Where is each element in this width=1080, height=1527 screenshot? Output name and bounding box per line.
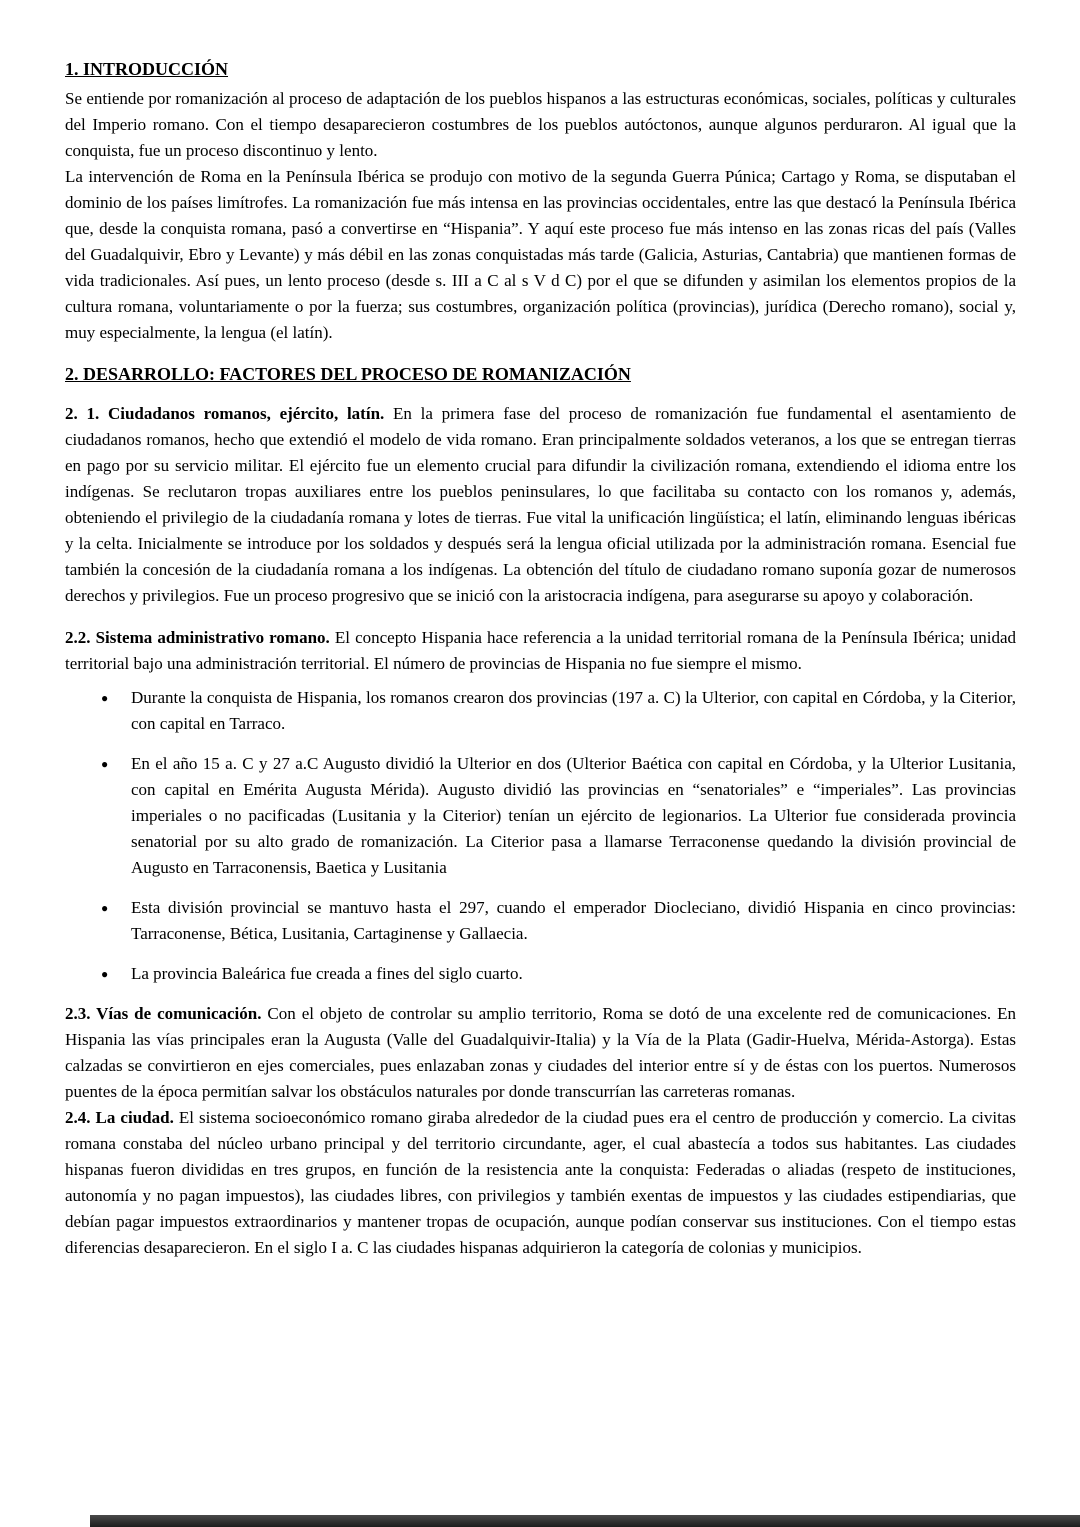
section-2-2-paragraph — [65, 625, 1016, 677]
section-2-1-body: En la primera fase del proceso de romanización fue fundamental el asentamiento de ciudadanos romanos, hecho que extendió el modelo de vida romano. Eran principalmente soldados veteranos, a los que se entregan tierras en pago por su servicio militar. El ejército fue un elemento crucial para difundir la civilización romana, extendiendo el idioma entre los indígenas. Se reclutaron tropas auxiliares entre los pueblos peninsulares, lo que facilitaba su contacto con los romanos y, además, obteniendo el privilegio de la ciudadanía romana y lotes de tierras. Fue vital la unificación lingüística; el latín, eliminando lenguas ibéricas y la celta. Inicialmente se introduce por los soldados y después será la lengua oficial utilizada por la administración romana. Esencial fue también la concesión de la ciudadanía romana a los indígenas. La obtención del título de ciudadano romano suponía gozar de numerosos derechos y privilegios. Fue un proceso progresivo que se inició con la aristocracia indígena, para asegurarse su apoyo y colaboración. — [65, 404, 1016, 605]
section-2-3-lead: 2.3. Vías de comunicación. — [65, 1004, 262, 1023]
section-2-4-paragraph — [65, 1105, 1016, 1261]
section-2-3-body: Con el objeto de controlar su amplio territorio, Roma se dotó de una excelente red de comunicaciones. En Hispania las vías principales eran la Augusta (Valle del Guadalquivir-Italia) y la Vía de la Plata (Gadir-Huelva, Mérida-Astorga). Estas calzadas se convirtieron en ejes comerciales, pues enlazaban zonas y ciudades del interior entre sí y de éstas con los puertos. Numerosos puentes de la época permitían salvar los obstáculos naturales por donde transcurrían las carreteras romanas. — [65, 1004, 1016, 1101]
section-2-3-paragraph — [65, 1001, 1016, 1105]
bullet-item-conquista: ● Durante la conquista de Hispania, los romanos crearon dos provincias (197 a. C) la Ulterior, con capital en Córdoba, y la Citerior, con capital en Tarraco. — [65, 685, 1016, 737]
section-2-1-paragraph — [65, 401, 1016, 609]
bullet-item-balearica: ● La provincia Baleárica fue creada a fines del siglo cuarto. — [65, 961, 1016, 987]
bullet-item-augusto: ● En el año 15 a. C y 27 a.C Augusto dividió la Ulterior en dos (Ulterior Baética con capital en Córdoba, y la Ulterior Lusitania, con capital en Emérita Augusta Mérida). Augusto dividió las provincias en “senatoriales” e “imperiales”. Las provincias imperiales o no pacificadas (Lusitania y la Citerior) tenían un ejército de legionarios. La Ulterior fue considerada provincia senatorial por su alto grado de romanización. La Citerior pasa a llamarse Terraconense quedando la división provincial de Augusto en Tarraconensis, Baetica y Lusitania — [65, 751, 1016, 881]
intro-paragraph-1: Se entiende por romanización al proceso de adaptación de los pueblos hispanos a las estructuras económicas, sociales, políticas y culturales del Imperio romano. Con el tiempo desaparecieron costumbres de los pueblos autóctonos, aunque algunos perduraron. Al igual que la conquista, fue un proceso discontinuo y lento. — [65, 89, 1016, 160]
next-page-edge — [90, 1515, 1080, 1527]
heading-desarrollo: 2. DESARROLLO: FACTORES DEL PROCESO DE ROMANIZACIÓN — [65, 364, 631, 384]
section-2-2-body: El concepto Hispania hace referencia a la unidad territorial romana de la Península Ibérica; unidad territorial bajo una administración territorial. El número de provincias de Hispania no fue siempre el mismo. — [65, 628, 1016, 673]
section-2-4-lead: 2.4. La ciudad. — [65, 1108, 174, 1127]
section-2-2-lead: 2.2. Sistema administrativo romano. — [65, 628, 330, 647]
provinces-bullet-list — [65, 685, 1016, 987]
section-2-4-body: El sistema socioeconómico romano giraba alrededor de la ciudad pues era el centro de producción y comercio. La civitas romana constaba del núcleo urbano principal y del territorio circundante, ager, el cual abastecía a todos sus habitantes. Las ciudades hispanas fueron divididas en tres grupos, en función de la resistencia ante la conquista: Federadas o aliadas (respeto de instituciones, autonomía y no pagan impuestos), las ciudades libres, con privilegios y también exentas de impuestos y las ciudades estipendiarias, que debían pagar impuestos extraordinarios y mantener tropas de ocupación, aunque podían conservar sus instituciones. Con el tiempo estas diferencias desaparecieron. En el siglo I a. C las ciudades hispanas adquirieron la categoría de colonias y municipios. — [65, 1108, 1017, 1257]
bullet-item-diocleciano: ● Esta división provincial se mantuvo hasta el 297, cuando el emperador Diocleciano, dividió Hispania en cinco provincias: Tarraconense, Bética, Lusitania, Cartaginense y Gallaecia. — [65, 895, 1016, 947]
section-2-1-lead: 2. 1. Ciudadanos romanos, ejército, latín. — [65, 404, 385, 423]
intro-paragraph-2: La intervención de Roma en la Península Ibérica se produjo con motivo de la segunda Guerra Púnica; Cartago y Roma, se disputaban el dominio de los países limítrofes. La romanización fue más intensa en las provincias occidentales, entre las que destacó la Península Ibérica que, desde la conquista romana, pasó a convertirse en “Hispania”. Y aquí este proceso fue más intenso en las zonas ricas del país (Valles del Guadalquivir, Ebro y Levante) y más débil en las zonas conquistadas más tarde (Galicia, Asturias, Cantabria) que mantienen formas de vida tradicionales. Así pues, un lento proceso (desde s. III a C al s V d C) por el que se difunden y asimilan los elementos propios de la cultura romana, voluntariamente o por la fuerza; sus costumbres, organización política (provincias), jurídica (Derecho romano), social y, muy especialmente, la lengua (el latín). — [65, 167, 1016, 342]
heading-introduccion: 1. INTRODUCCIÓN — [65, 59, 229, 79]
